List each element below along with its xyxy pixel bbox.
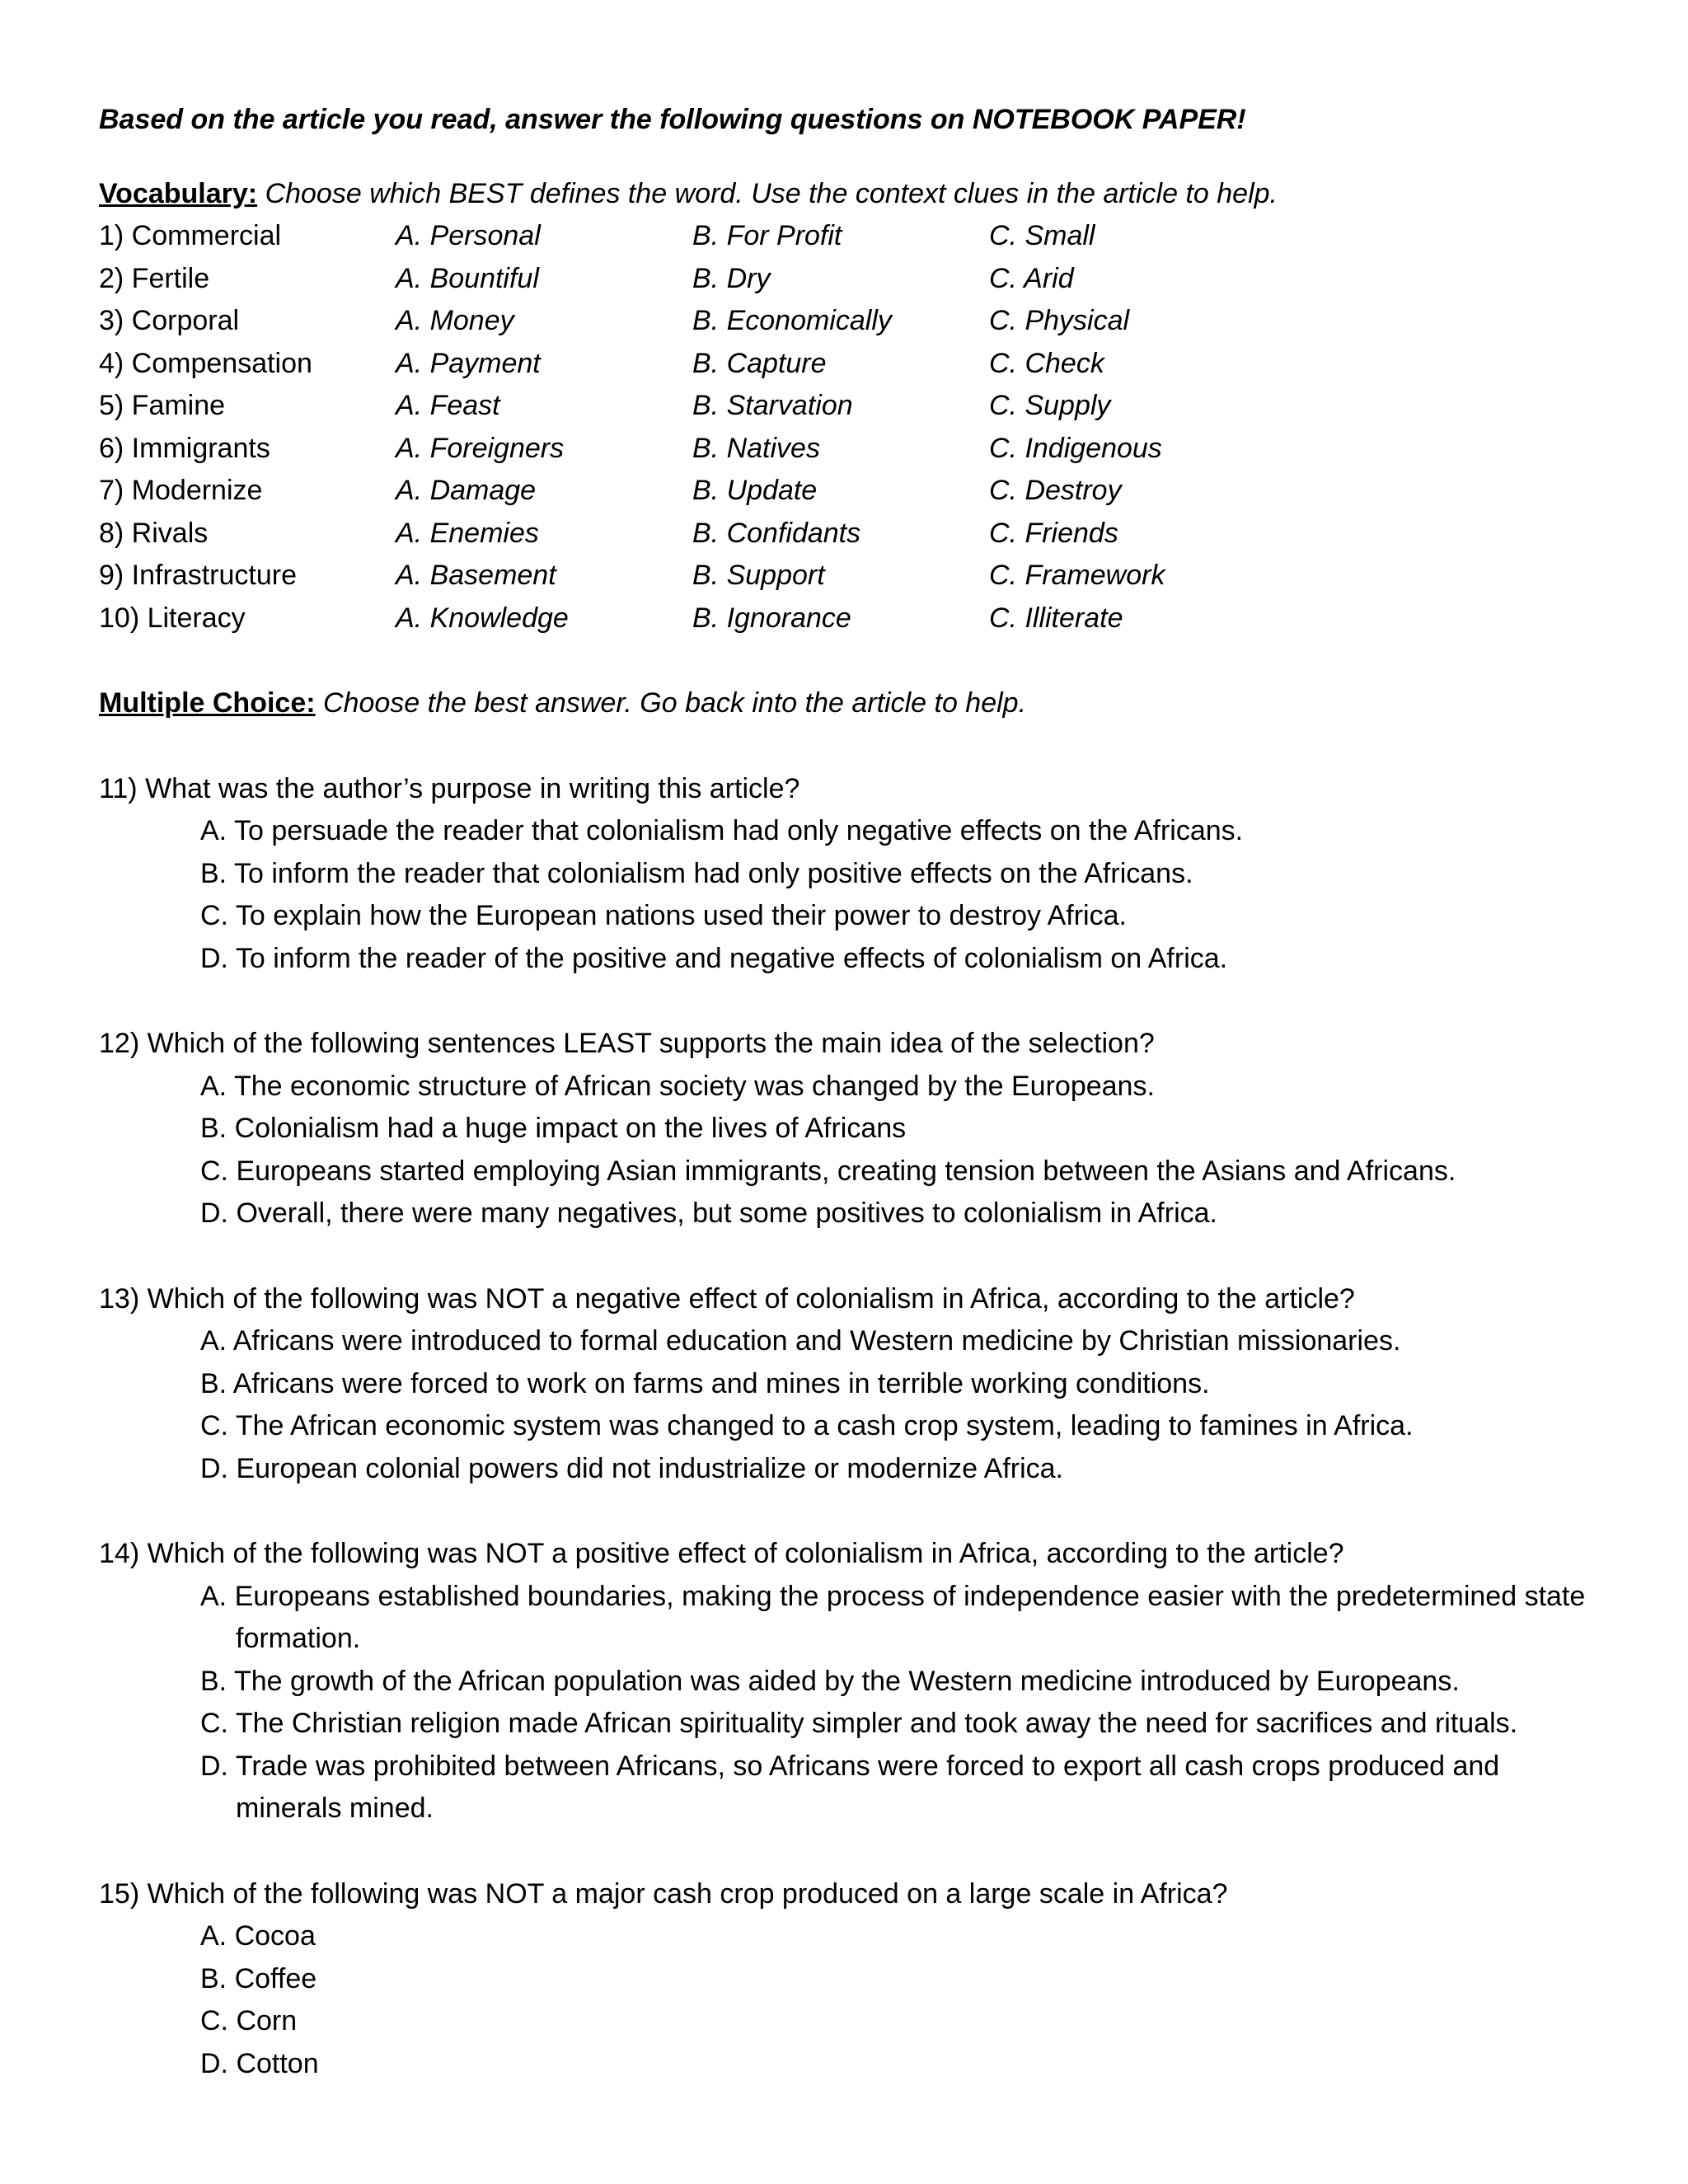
vocab-option-a: A. Knowledge xyxy=(396,602,569,634)
answer-text: Overall, there were many negatives, but some positives to colonialism in Africa. xyxy=(236,1197,1217,1229)
answer-choice xyxy=(99,1703,1599,1746)
answer-letter: D. xyxy=(200,1197,237,1229)
vocab-item xyxy=(99,513,1599,555)
vocab-option-c: C. Destroy xyxy=(989,475,1122,506)
multiple-choice-description: Choose the best answer. Go back into the article to help. xyxy=(323,687,1027,719)
answer-text-continuation: minerals mined. xyxy=(236,1793,434,1824)
vocab-option-a: A. Damage xyxy=(396,475,537,506)
answer-letter: A. xyxy=(200,1325,233,1357)
question-item xyxy=(99,768,1599,981)
answer-choice xyxy=(99,1661,1599,1704)
answer-text: Cocoa xyxy=(234,1920,316,1952)
vocab-option-b: B. Support xyxy=(692,560,825,591)
vocab-option-c: C. Indigenous xyxy=(989,432,1162,464)
vocab-option-a: A. Bountiful xyxy=(396,262,539,294)
answer-choice xyxy=(99,1066,1599,1108)
answer-text: To inform the reader of the positive and negative effects of colonialism on Africa. xyxy=(235,942,1228,974)
answer-letter: A. xyxy=(200,815,234,846)
vocab-option-b: B. Dry xyxy=(692,262,771,294)
answer-choice xyxy=(99,1915,1599,1958)
vocab-item xyxy=(99,598,1599,640)
answer-text: To persuade the reader that colonialism had only negative effects on the Africans. xyxy=(233,815,1244,846)
vocab-option-b: B. Update xyxy=(692,475,818,506)
answer-text: Africans were introduced to formal education and Western medicine by Christian missionaries. xyxy=(232,1325,1401,1357)
vocab-item xyxy=(99,215,1599,258)
answer-letter: B. xyxy=(200,1113,235,1144)
vocab-term: 4) Compensation xyxy=(99,347,312,379)
vocab-term: 6) Immigrants xyxy=(99,432,270,464)
answer-letter: D. xyxy=(200,2047,237,2079)
answer-text: Trade was prohibited between Africans, so Africans were forced to export all cash crops produced and xyxy=(235,1750,1500,1782)
multiple-choice-label: Multiple Choice: xyxy=(99,687,316,719)
vocabulary-list xyxy=(99,215,1599,640)
answer-text: Corn xyxy=(236,2005,298,2036)
answer-choice xyxy=(99,1448,1599,1491)
vocab-term: 2) Fertile xyxy=(99,262,210,294)
answer-text: The African economic system was changed to a cash crop system, leading to famines in Africa. xyxy=(235,1410,1414,1441)
question-text: 11) What was the author’s purpose in writing this article? xyxy=(99,772,800,804)
answer-choice xyxy=(99,1108,1599,1151)
answer-choice xyxy=(99,810,1599,853)
answer-letter: C. xyxy=(200,1410,236,1441)
vocab-option-a: A. Payment xyxy=(396,347,541,379)
vocab-item xyxy=(99,258,1599,301)
vocabulary-label: Vocabulary: xyxy=(99,177,258,209)
vocab-option-c: C. Illiterate xyxy=(989,602,1123,634)
vocab-option-b: B. Economically xyxy=(692,305,892,336)
vocabulary-heading xyxy=(99,173,1599,216)
answer-letter: A. xyxy=(200,1920,235,1952)
answer-text: The growth of the African population was aided by the Western medicine introduced by Europeans. xyxy=(233,1665,1460,1697)
question-item xyxy=(99,1278,1599,1491)
vocab-option-b: B. Starvation xyxy=(692,390,853,421)
vocab-term: 10) Literacy xyxy=(99,602,246,634)
answer-choice xyxy=(99,853,1599,896)
answer-text: Colonialism had a huge impact on the lives of Africans xyxy=(234,1113,907,1144)
question-item xyxy=(99,1873,1599,2086)
question-text: 12) Which of the following sentences LEAST supports the main idea of the selection? xyxy=(99,1028,1155,1059)
vocab-term: 7) Modernize xyxy=(99,475,263,506)
vocab-option-a: A. Personal xyxy=(396,220,541,251)
answer-choice xyxy=(99,895,1599,938)
answer-choice xyxy=(99,938,1599,981)
instruction-heading: Based on the article you read, answer the following questions on NOTEBOOK PAPER! xyxy=(99,104,1246,135)
answer-choice xyxy=(99,1746,1599,1830)
answer-choice xyxy=(99,1151,1599,1193)
question-text: 13) Which of the following was NOT a negative effect of colonialism in Africa, according to the article? xyxy=(99,1282,1355,1315)
vocab-item xyxy=(99,300,1599,343)
answer-letter: C. xyxy=(200,1155,237,1187)
answer-choice xyxy=(99,1576,1599,1661)
answer-letter: C. xyxy=(200,2005,237,2036)
answer-choice xyxy=(99,1320,1599,1363)
answer-letter: A. xyxy=(200,1580,235,1612)
answer-text: The Christian religion made African spirituality simpler and took away the need for sacrifices and rituals. xyxy=(235,1708,1518,1739)
answer-text: To explain how the European nations used their power to destroy Africa. xyxy=(235,900,1127,931)
vocab-term: 8) Rivals xyxy=(99,517,209,549)
answer-letter: B. xyxy=(200,1665,234,1697)
answer-text: To inform the reader that colonialism had only positive effects on the Africans. xyxy=(233,857,1193,889)
answer-letter: D. xyxy=(200,1452,237,1484)
vocab-option-a: A. Feast xyxy=(396,390,500,421)
answer-text: Africans were forced to work on farms and mines in terrible working conditions. xyxy=(232,1367,1210,1399)
vocab-option-b: B. Capture xyxy=(692,347,827,379)
answer-choice xyxy=(99,2000,1599,2043)
vocabulary-description: Choose which BEST defines the word. Use the context clues in the article to help. xyxy=(265,177,1278,209)
answer-choice xyxy=(99,1193,1599,1235)
answer-text: Coffee xyxy=(234,1962,317,1994)
vocab-item xyxy=(99,385,1599,428)
vocab-option-c: C. Small xyxy=(989,220,1095,251)
answer-letter: B. xyxy=(200,1962,235,1994)
vocab-option-c: C. Friends xyxy=(989,517,1118,549)
answer-letter: B. xyxy=(200,1367,233,1399)
vocab-item xyxy=(99,343,1599,386)
answer-text: The economic structure of African society was changed by the Europeans. xyxy=(233,1070,1155,1102)
vocab-option-b: B. For Profit xyxy=(692,220,842,251)
question-text: 15) Which of the following was NOT a major cash crop produced on a large scale in Africa? xyxy=(99,1877,1228,1910)
multiple-choice-heading xyxy=(99,682,1599,725)
vocab-option-c: C. Supply xyxy=(989,390,1111,421)
vocab-option-a: A. Foreigners xyxy=(396,432,565,464)
question-item xyxy=(99,1533,1599,1830)
answer-letter: A. xyxy=(200,1070,234,1102)
answer-letter: D. xyxy=(200,1750,236,1782)
worksheet-page xyxy=(99,99,1599,2085)
vocab-option-c: C. Arid xyxy=(989,262,1074,294)
vocab-option-a: A. Basement xyxy=(396,560,556,591)
vocab-item xyxy=(99,470,1599,513)
vocab-option-a: A. Money xyxy=(396,305,514,336)
vocab-option-b: B. Confidants xyxy=(692,517,861,549)
multiple-choice-list xyxy=(99,768,1599,2086)
vocab-term: 3) Corporal xyxy=(99,305,240,336)
question-item xyxy=(99,1023,1599,1235)
answer-text: Europeans started employing Asian immigrants, creating tension between the Asians and Africans. xyxy=(236,1155,1456,1187)
question-text: 14) Which of the following was NOT a positive effect of colonialism in Africa, according to the article? xyxy=(99,1538,1344,1569)
answer-choice xyxy=(99,2043,1599,2086)
vocab-term: 1) Commercial xyxy=(99,220,282,251)
vocab-option-b: B. Ignorance xyxy=(692,602,851,634)
answer-text: European colonial powers did not industrialize or modernize Africa. xyxy=(236,1452,1064,1484)
answer-text-continuation: formation. xyxy=(236,1623,361,1654)
answer-choice xyxy=(99,1363,1599,1406)
vocab-item xyxy=(99,555,1599,598)
vocab-option-c: C. Check xyxy=(989,347,1104,379)
answer-choice xyxy=(99,1405,1599,1448)
answer-letter: B. xyxy=(200,857,234,889)
vocab-term: 5) Famine xyxy=(99,390,226,421)
vocab-option-a: A. Enemies xyxy=(396,517,539,549)
vocab-option-b: B. Natives xyxy=(692,432,820,464)
answer-text: Europeans established boundaries, making the process of independence easier with the predetermined state xyxy=(234,1580,1586,1612)
vocab-item xyxy=(99,428,1599,471)
answer-letter: C. xyxy=(200,900,236,931)
answer-choice xyxy=(99,1958,1599,2001)
vocab-option-c: C. Framework xyxy=(989,560,1165,591)
answer-letter: D. xyxy=(200,942,236,974)
vocab-option-c: C. Physical xyxy=(989,305,1130,336)
answer-letter: C. xyxy=(200,1708,236,1739)
vocab-term: 9) Infrastructure xyxy=(99,560,297,591)
answer-text: Cotton xyxy=(236,2047,319,2079)
